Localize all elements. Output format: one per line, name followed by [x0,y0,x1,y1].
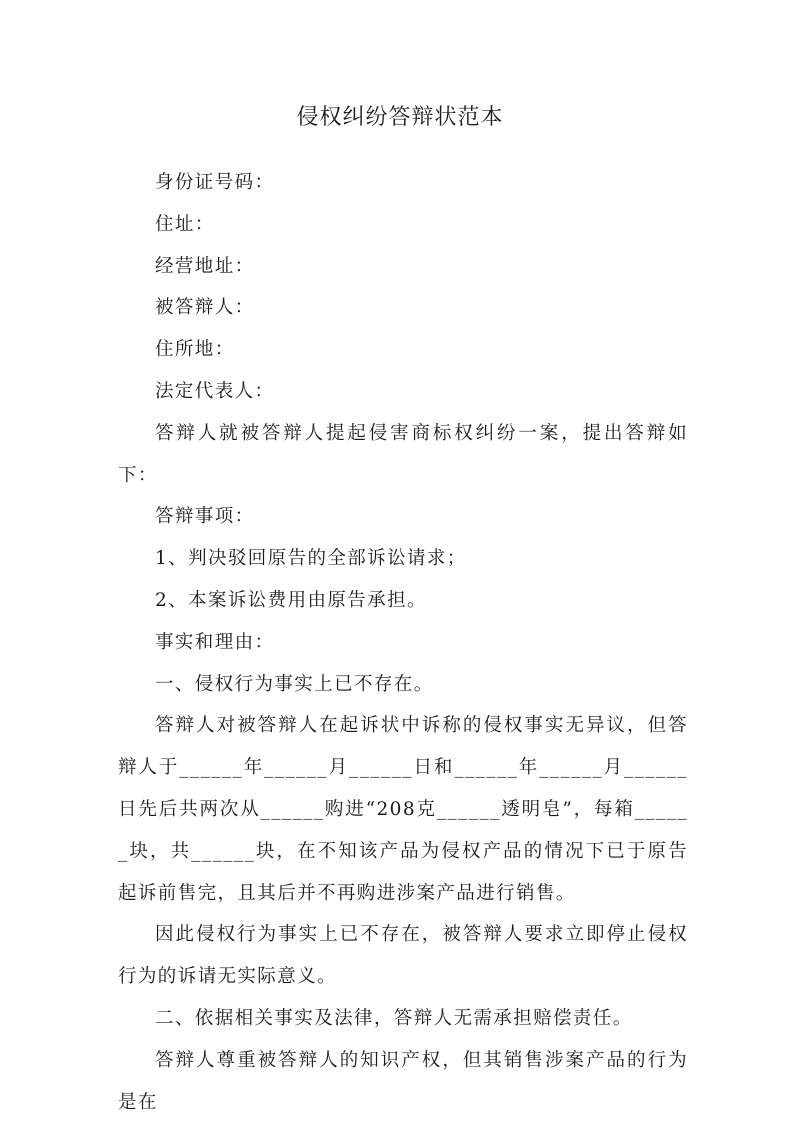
document-title: 侵权纠纷答辩状范本 [296,105,504,130]
facts-point-1-heading: 一、侵权行为事实上已不存在。 [155,673,434,695]
field-domicile: 住所地： [155,339,235,361]
section-heading-defense-items: 答辩事项： [155,506,255,528]
field-respondent: 被答辩人： [155,297,255,319]
field-address: 住址： [155,213,215,235]
facts-point-1-paragraph: 答辩人对被答辩人在起诉状中诉称的侵权事实无异议，但答辩人于______年______月______日和______年______月______日先后共两次从______购进“208克______透明皂”，每箱______块，共______块，在不知该产品为侵权产品的情况下已于原告起诉前售完，且其后并不再购进涉案产品进行销售。 [118,715,688,904]
facts-point-2-heading: 二、依据相关事实及法律，答辩人无需承担赔偿责任。 [155,1007,633,1029]
field-id-number: 身份证号码： [155,172,275,193]
field-business-address: 经营地址： [155,255,255,277]
field-legal-representative: 法定代表人： [155,380,275,402]
defense-item-1: 1、判决驳回原告的全部诉讼请求； [155,548,467,570]
defense-item-2: 2、本案诉讼费用由原告承担。 [155,589,427,611]
facts-point-1-conclusion: 因此侵权行为事实上已不存在，被答辩人要求立即停止侵权行为的诉请无实际意义。 [118,924,688,988]
facts-point-2-paragraph: 答辩人尊重被答辩人的知识产权，但其销售涉案产品的行为是在 [118,1049,688,1113]
document-body [118,162,688,1123]
section-heading-facts: 事实和理由： [155,631,275,653]
intro-paragraph: 答辩人就被答辩人提起侵害商标权纠纷一案，提出答辩如下： [118,422,688,486]
